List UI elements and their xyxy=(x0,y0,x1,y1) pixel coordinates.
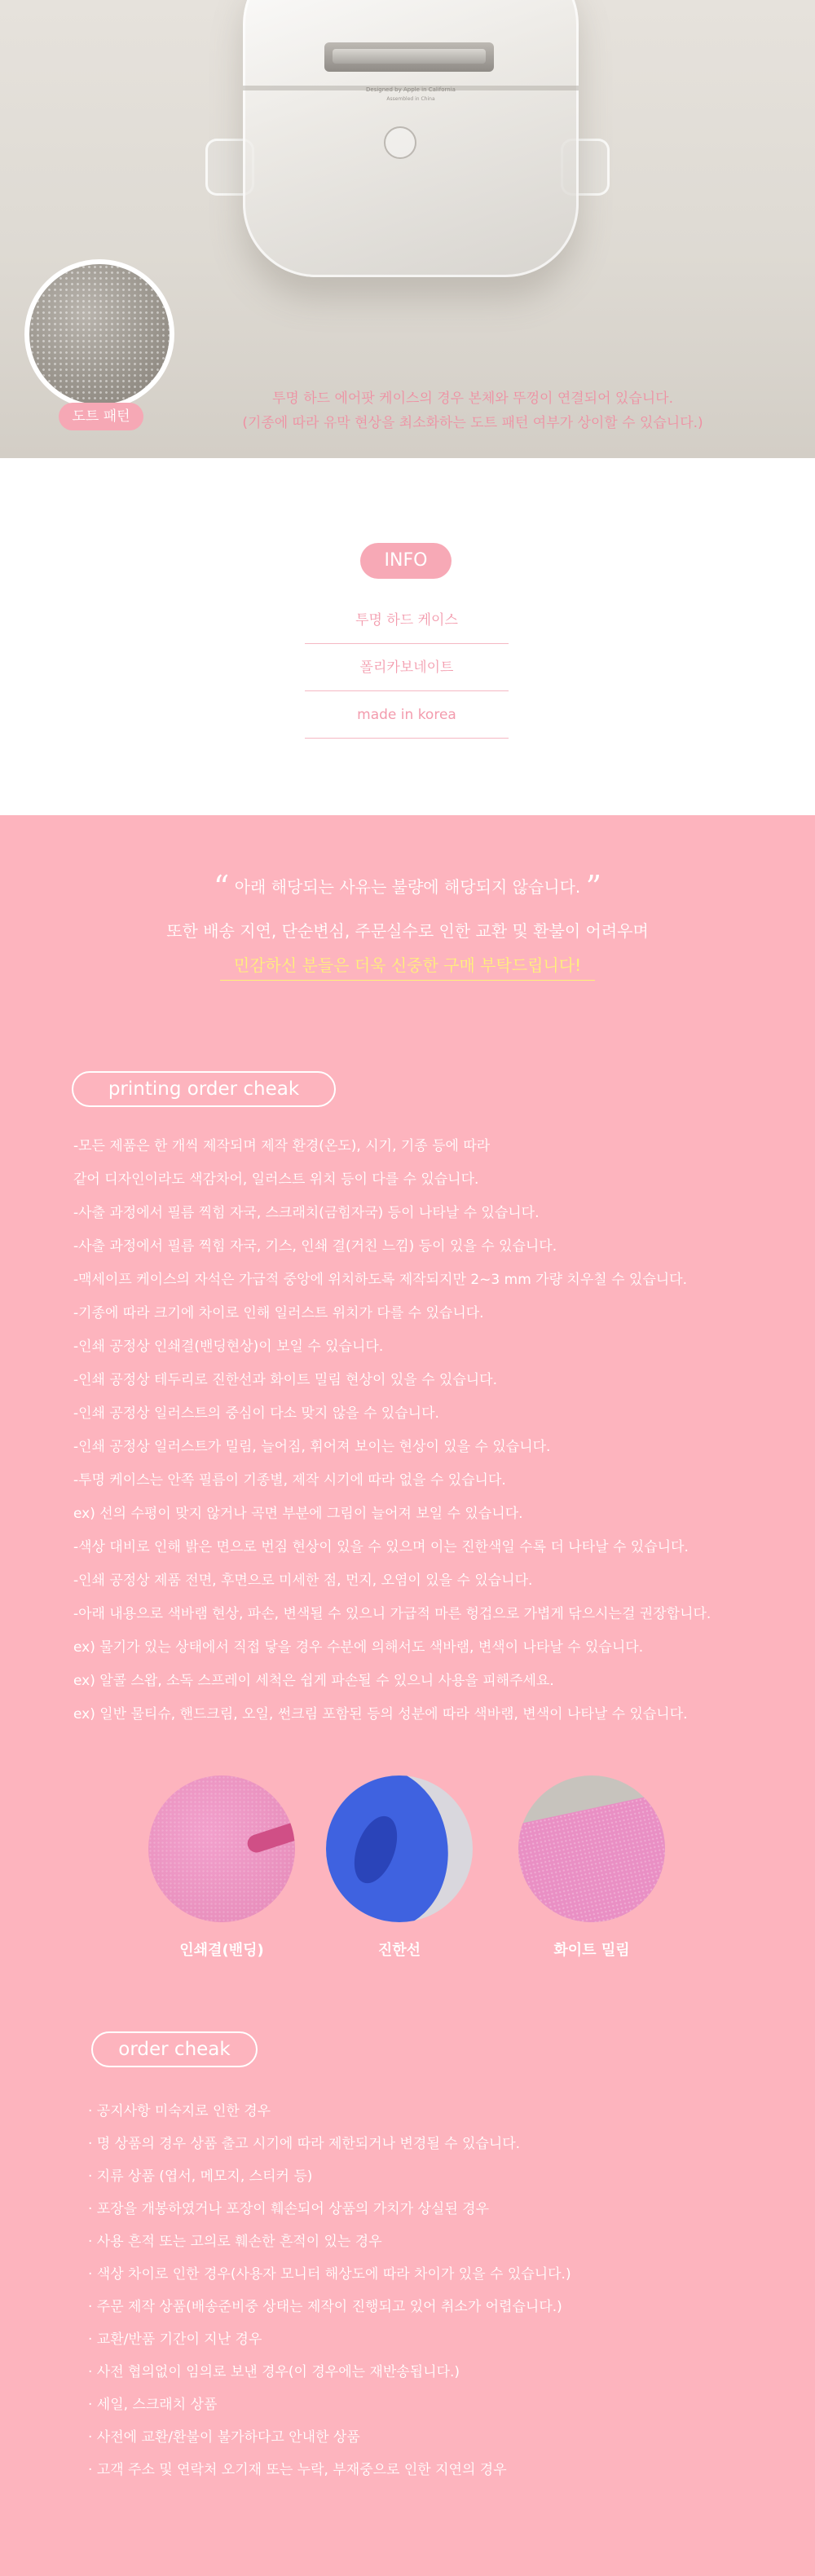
info-row-origin: made in korea xyxy=(305,691,509,739)
printing-note: -투명 케이스는 안쪽 필름이 기종별, 제작 시기에 따라 없을 수 있습니다. xyxy=(73,1472,506,1489)
dark-line-sample-image xyxy=(326,1775,473,1922)
info-row-material-type: 투명 하드 케이스 xyxy=(305,597,509,644)
order-item: · 포장을 개봉하였거나 포장이 훼손되어 상품의 가치가 상실된 경우 xyxy=(88,2201,490,2217)
order-item: · 고객 주소 및 연락처 오기재 또는 누락, 부재중으로 인한 지연의 경우 xyxy=(88,2462,507,2478)
case-hinge-highlight xyxy=(333,49,486,64)
quote-close-icon: ” xyxy=(585,869,602,905)
printing-note: -기종에 따라 크기에 차이로 인해 일러스트 위치가 다를 수 있습니다. xyxy=(73,1305,484,1321)
order-item: · 공지사항 미숙지로 인한 경우 xyxy=(88,2103,271,2119)
order-item: · 색상 차이로 인한 경우(사용자 모니터 해상도에 따라 차이가 있을 수 있습니다.) xyxy=(88,2266,571,2283)
printing-note: -인쇄 공정상 제품 전면, 후면으로 미세한 점, 먼지, 오염이 있을 수 있습니다. xyxy=(73,1573,533,1589)
printing-title: printing order cheak xyxy=(72,1071,336,1107)
info-section xyxy=(0,458,815,815)
printing-note: -사출 과정에서 필름 찍힘 자국, 기스, 인쇄 결(거친 느낌) 등이 있을 수 있습니다. xyxy=(73,1238,557,1255)
hero-notice-line-2: (기종에 따라 유막 현상을 최소화하는 도트 패턴 여부가 상이할 수 있습니다.) xyxy=(242,415,703,431)
quote-open-icon: “ xyxy=(213,869,230,905)
info-badge: INFO xyxy=(360,543,452,579)
product-hero-photo xyxy=(0,0,815,458)
notice-line-2: 또한 배송 지연, 단순변심, 주문실수로 인한 교환 및 환불이 어려우며 xyxy=(166,921,649,941)
order-item: · 지류 상품 (엽서, 메모지, 스티커 등) xyxy=(88,2168,313,2185)
notice-line-1 xyxy=(0,869,815,905)
banding-sample-image xyxy=(148,1775,295,1922)
printing-note: -인쇄 공정상 테두리로 진한선과 화이트 밀림 현상이 있을 수 있습니다. xyxy=(73,1372,497,1388)
order-item: · 사전에 교환/환불이 불가하다고 안내한 상품 xyxy=(88,2429,360,2446)
airpods-case-image xyxy=(243,0,579,277)
printing-note: -아래 내용으로 색바램 현상, 파손, 변색될 수 있으니 가급적 마른 헝겁으로 가볍게 닦으시는걸 권장합니다. xyxy=(73,1606,711,1622)
printing-note: -인쇄 공정상 인쇄결(밴딩현상)이 보일 수 있습니다. xyxy=(73,1339,384,1355)
white-shift-card xyxy=(518,1791,665,1922)
printing-note: ex) 물기가 있는 상태에서 직접 닿을 경우 수분에 의해서도 색바램, 변색이 나타날 수 있습니다. xyxy=(73,1639,644,1656)
hero-notice xyxy=(163,386,782,435)
order-item: · 주문 제작 상품(배송준비중 상태는 제작이 진행되고 있어 취소가 어렵습니다.) xyxy=(88,2299,562,2315)
order-item: · 사전 협의없이 임의로 보낸 경우(이 경우에는 재반송됩니다.) xyxy=(88,2364,460,2380)
dot-pattern-closeup xyxy=(24,259,174,409)
printing-note: -색상 대비로 인해 밝은 면으로 번짐 현상이 있을 수 있으며 이는 진한색일 수록 더 나타날 수 있습니다. xyxy=(73,1539,689,1555)
sample-caption-dark-line: 진한선 xyxy=(377,1942,421,1959)
order-notes xyxy=(88,2095,789,2486)
printing-note: -모든 제품은 한 개씩 제작되며 제작 환경(온도), 시기, 기종 등에 따라 xyxy=(73,1138,491,1154)
printing-note: ex) 일반 물티슈, 핸드크림, 오일, 썬크림 포함된 등의 성분에 따라 색바램, 변색이 나타날 수 있습니다. xyxy=(73,1706,688,1722)
printing-note: -인쇄 공정상 일러스트가 밀림, 늘어짐, 휘어져 보이는 현상이 있을 수 있습니다. xyxy=(73,1439,551,1455)
printing-note: ex) 선의 수평이 맞지 않거나 곡면 부분에 그림이 늘어져 보일 수 있습니다. xyxy=(73,1506,523,1522)
order-item: · 세일, 스크래치 상품 xyxy=(88,2397,218,2413)
banding-texture xyxy=(148,1775,295,1922)
printing-note: -맥세이프 케이스의 자석은 가급적 중앙에 위치하도록 제작되지만 2~3 mm 가량 치우칠 수 있습니다. xyxy=(73,1272,687,1288)
printing-note: ex) 알콜 스왑, 소독 스프레이 세척은 쉽게 파손될 수 있으니 사용을 피해주세요. xyxy=(73,1673,554,1689)
printing-note: 같어 디자인이라도 색감차어, 일러스트 위치 등이 다를 수 있습니다. xyxy=(73,1171,479,1188)
case-setup-button xyxy=(384,126,416,159)
notice-line-1-text: 아래 해당되는 사유는 불량에 해당되지 않습니다. xyxy=(234,877,581,897)
printing-note: -인쇄 공정상 일러스트의 중심이 다소 맞지 않을 수 있습니다. xyxy=(73,1405,439,1422)
sample-caption-banding: 인쇄결(밴딩) xyxy=(179,1942,264,1959)
white-shift-sample-image xyxy=(518,1775,665,1922)
printing-notes xyxy=(73,1130,791,1731)
order-item: · 교환/반품 기간이 지난 경우 xyxy=(88,2331,262,2348)
info-row-material: 폴리카보네이트 xyxy=(305,644,509,691)
dot-pattern-label: 도트 패턴 xyxy=(59,403,143,430)
notice-highlight: 민감하신 분들은 더욱 신중한 구매 부탁드립니다! xyxy=(220,951,595,981)
order-item: · 사용 흔적 또는 고의로 훼손한 흔적이 있는 경우 xyxy=(88,2234,382,2250)
dark-line-blob xyxy=(326,1775,470,1922)
printing-note: -사출 과정에서 필름 찍힘 자국, 스크래치(금힘자국) 등이 나타날 수 있습니다. xyxy=(73,1205,540,1221)
order-item: · 명 상품의 경우 상품 출고 시기에 따라 제한되거나 변경될 수 있습니다. xyxy=(88,2136,521,2152)
case-engraving-2: Assembled in China xyxy=(386,96,435,102)
case-engraving-1: Designed by Apple in California xyxy=(366,86,456,93)
sample-caption-white-shift: 화이트 밀림 xyxy=(553,1942,630,1959)
hero-notice-line-1: 투명 하드 에어팟 케이스의 경우 본체와 뚜껑이 연결되어 있습니다. xyxy=(271,390,674,407)
order-title: order cheak xyxy=(91,2031,258,2067)
